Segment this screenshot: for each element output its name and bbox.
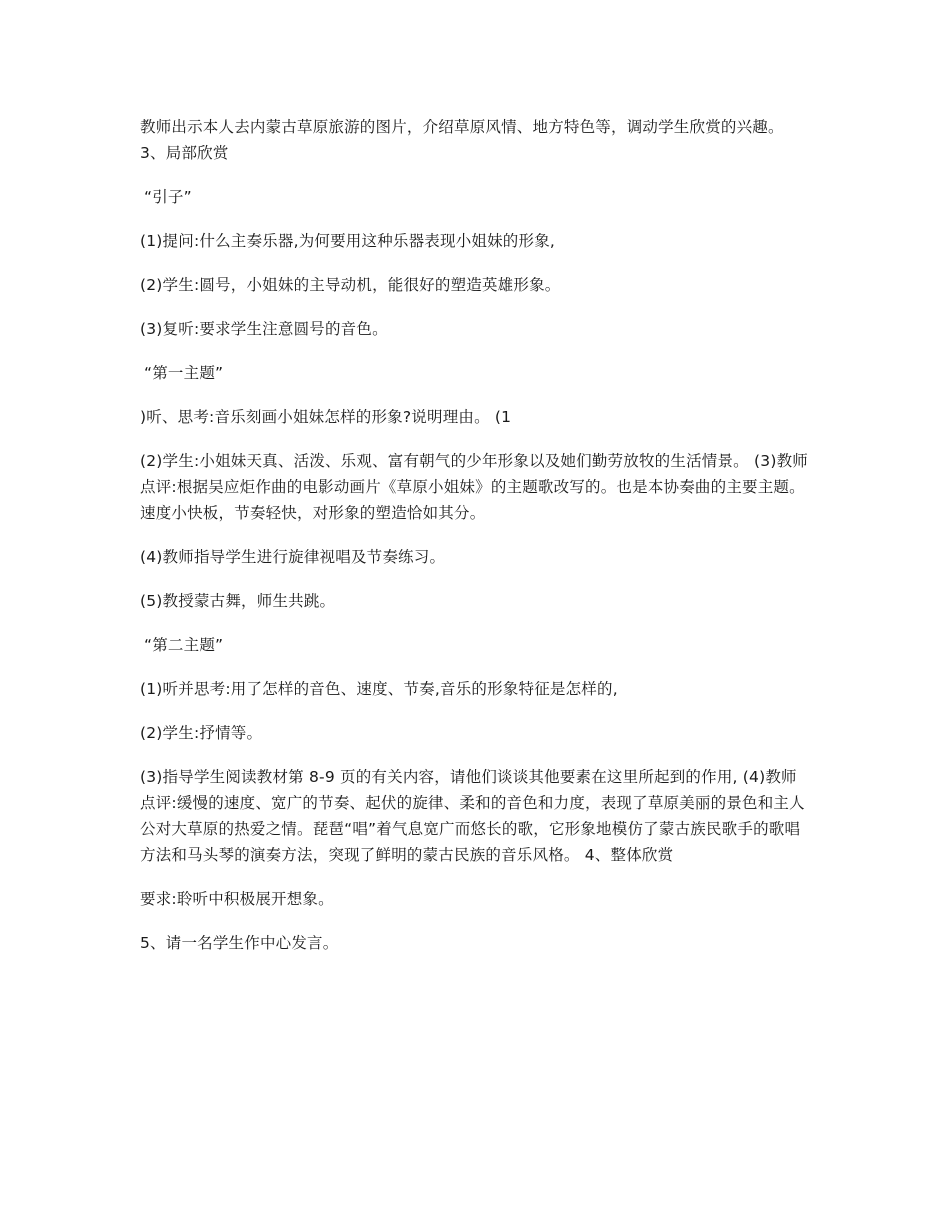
paragraph-intro: 教师出示本人去内蒙古草原旅游的图片，介绍草原风情、地方特色等，调动学生欣赏的兴趣。 3、局部欣赏 — [140, 118, 784, 162]
paragraph-requirement: 要求:聆听中积极展开想象。 — [140, 890, 334, 908]
paragraph-listen-timbre-speed: (1)听并思考:用了怎样的音色、速度、节奏,音乐的形象特征是怎样的, — [140, 680, 618, 698]
paragraph-question-instrument: (1)提问:什么主奏乐器,为何要用这种乐器表现小姐妹的形象, — [140, 232, 556, 250]
paragraph-relisten-timbre: (3)复听:要求学生注意圆号的音色。 — [140, 320, 388, 338]
section-heading-intro-motif: “引子” — [144, 188, 192, 206]
paragraph-student-lyrical: (2)学生:抒情等。 — [140, 724, 263, 742]
paragraph-mongolian-dance: (5)教授蒙古舞，师生共跳。 — [140, 592, 336, 610]
paragraph-student-speech: 5、请一名学生作中心发言。 — [140, 934, 339, 952]
paragraph-student-answer-sisters: (2)学生:小姐妹天真、活泼、乐观、富有朝气的少年形象以及她们勤劳放牧的生活情景。 (3)教师点评:根据吴应炬作曲的电影动画片《草原小姐妹》的主题歌改写的。也是本协奏曲的主要主题。速度小快板，节奏轻快，对形象的塑造恰如其分。 — [140, 452, 808, 522]
document-body — [140, 114, 812, 974]
paragraph-listen-think: )听、思考:音乐刻画小姐妹怎样的形象?说明理由。 (1 — [140, 408, 512, 426]
paragraph-student-answer-horn: (2)学生:圆号，小姐妹的主导动机，能很好的塑造英雄形象。 — [140, 276, 561, 294]
paragraph-textbook-reading: (3)指导学生阅读教材第 8-9 页的有关内容，请他们谈谈其他要素在这里所起到的作用, (4)教师点评:缓慢的速度、宽广的节奏、起伏的旋律、柔和的音色和力度，表现了草原美丽的景色和主人公对大草原的热爱之情。琵琶“唱”着气息宽广而悠长的歌，它形象地模仿了蒙古族民歌手的歌唱方法和马头琴的演奏方法，突现了鲜明的蒙古民族的音乐风格。 4、整体欣赏 — [140, 768, 805, 864]
section-heading-first-theme: “第一主题” — [144, 364, 224, 382]
paragraph-melody-practice: (4)教师指导学生进行旋律视唱及节奏练习。 — [140, 548, 446, 566]
section-heading-second-theme: “第二主题” — [144, 636, 224, 654]
